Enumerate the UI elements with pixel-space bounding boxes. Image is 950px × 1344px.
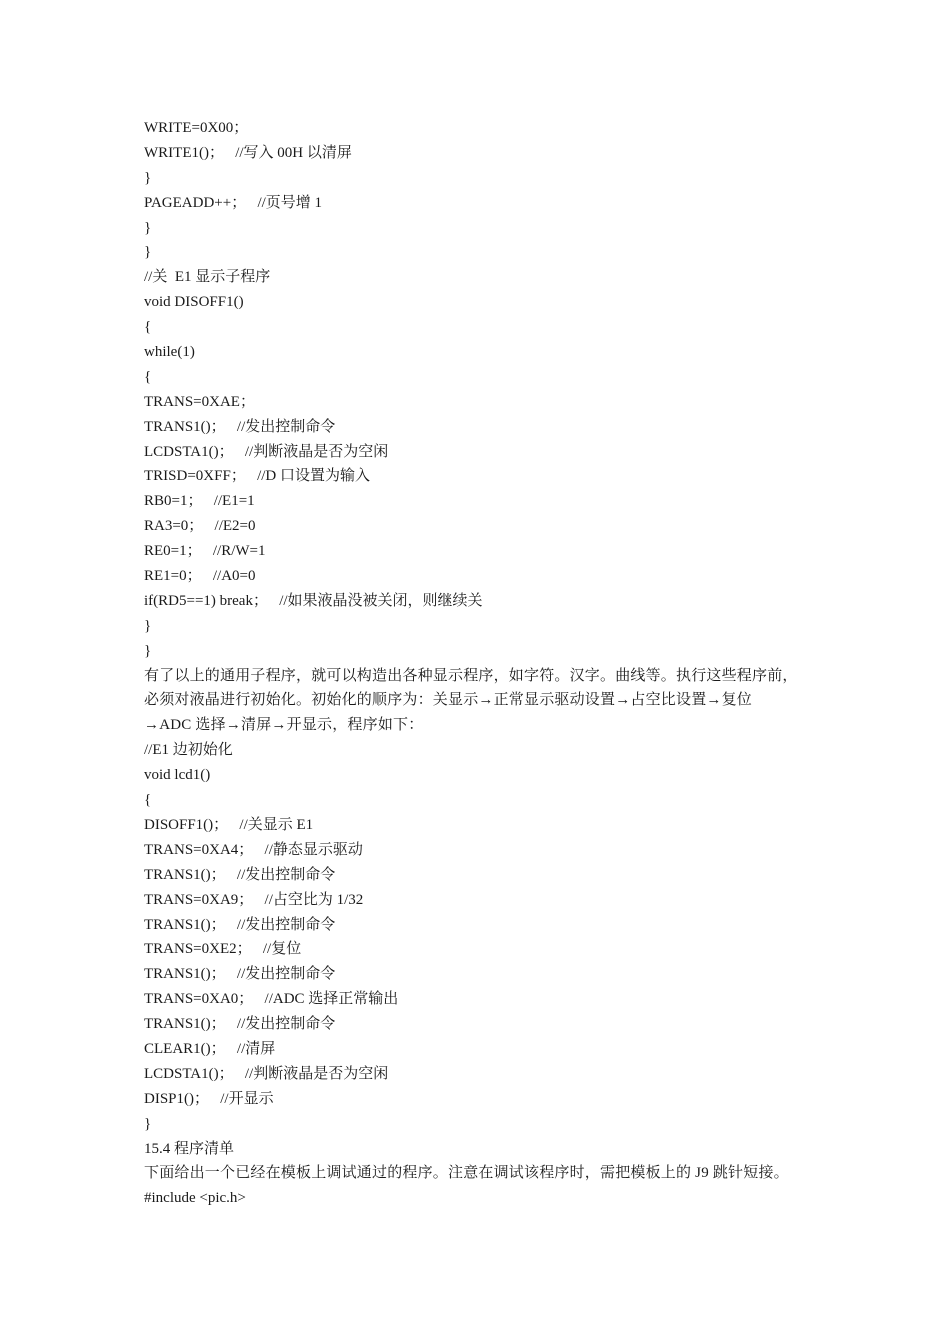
code-line: while(1)	[144, 344, 195, 361]
code-line: TRANS1()； //发出控制命令	[144, 966, 336, 983]
code-comment-line: //E1 边初始化	[144, 742, 233, 759]
code-line: PAGEADD++； //页号增 1	[144, 194, 323, 211]
code-line: }	[144, 219, 152, 236]
code-line: if(RD5==1) break； //如果液晶没被关闭，则继续关	[144, 592, 483, 609]
code-line: DISOFF1()； //关显示 E1	[144, 816, 314, 833]
code-line: {	[144, 319, 152, 336]
code-line: TRANS1()； //发出控制命令	[144, 1016, 336, 1033]
code-line: }	[144, 169, 152, 186]
code-line: TRANS=0XE2； //复位	[144, 941, 302, 958]
code-line: {	[144, 368, 152, 385]
paragraph-line: →ADC 选择→清屏→开显示，程序如下：	[144, 717, 424, 734]
code-line: TRANS=0XAE；	[144, 393, 255, 410]
code-line: WRITE1()； //写入 00H 以清屏	[144, 144, 352, 161]
code-line: TRANS=0XA0； //ADC 选择正常输出	[144, 991, 399, 1008]
code-line: }	[144, 244, 152, 261]
code-line: TRANS1()； //发出控制命令	[144, 418, 336, 435]
paragraph-line: 下面给出一个已经在模板上调试通过的程序。注意在调试该程序时，需把模板上的 J9 跳针短接。	[144, 1165, 789, 1182]
code-line: TRANS=0XA4； //静态显示驱动	[144, 841, 363, 858]
code-line: void lcd1()	[144, 767, 211, 784]
code-line: LCDSTA1()； //判断液晶是否为空闲	[144, 1065, 389, 1082]
code-line: }	[144, 617, 152, 634]
paragraph-line: 必须对液晶进行初始化。初始化的顺序为：关显示→正常显示驱动设置→占空比设置→复位	[144, 692, 753, 709]
code-line: CLEAR1()； //清屏	[144, 1040, 276, 1057]
code-line: WRITE=0X00；	[144, 120, 249, 136]
code-line: #include <pic.h>	[144, 1190, 246, 1207]
code-line: LCDSTA1()； //判断液晶是否为空闲	[144, 443, 389, 460]
code-line: {	[144, 792, 152, 809]
code-line: RE0=1； //R/W=1	[144, 543, 266, 560]
section-heading: 15.4 程序清单	[144, 1140, 235, 1157]
code-line: TRISD=0XFF； //D 口设置为输入	[144, 468, 370, 485]
code-line: TRANS1()； //发出控制命令	[144, 916, 336, 933]
code-line: RA3=0； //E2=0	[144, 518, 256, 535]
code-line: TRANS=0XA9； //占空比为 1/32	[144, 891, 364, 908]
paragraph-line: 有了以上的通用子程序，就可以构造出各种显示程序，如字符。汉字。曲线等。执行这些程序前，	[144, 667, 798, 684]
code-line: DISP1()； //开显示	[144, 1090, 274, 1107]
document-body	[144, 116, 824, 1211]
code-comment-line: //关 E1 显示子程序	[144, 269, 271, 286]
code-line: RE1=0； //A0=0	[144, 568, 256, 585]
code-line: TRANS1()； //发出控制命令	[144, 866, 336, 883]
code-line: RB0=1； //E1=1	[144, 493, 255, 510]
code-line: }	[144, 1115, 152, 1132]
code-line: }	[144, 642, 152, 659]
code-line: void DISOFF1()	[144, 294, 244, 311]
